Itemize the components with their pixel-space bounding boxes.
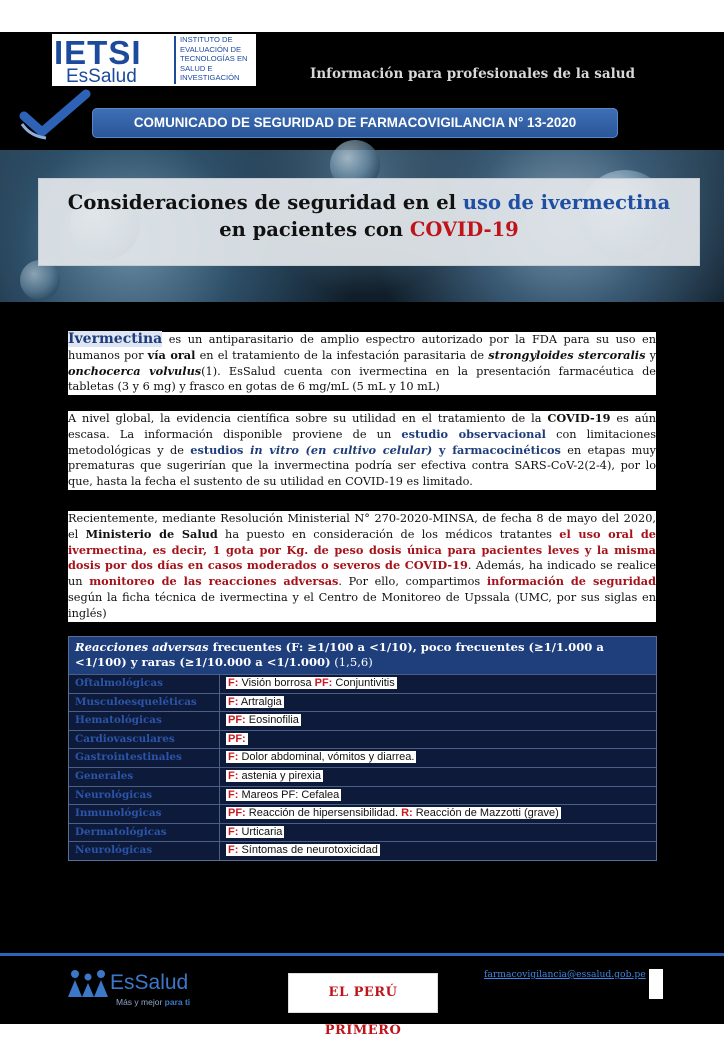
row-value <box>220 842 380 860</box>
table-row <box>69 767 656 786</box>
table-header <box>69 637 656 674</box>
row-category: Dermatológicas <box>69 824 220 842</box>
row-value <box>220 824 284 842</box>
frequency-code: F: <box>228 788 239 801</box>
bold-text: estudio observacional <box>401 426 546 441</box>
bold-text: estudios <box>190 442 251 457</box>
family-icon <box>66 969 110 999</box>
value-chip <box>226 826 284 838</box>
text: ha puesto en consideración de los médicos tratantes <box>217 527 560 541</box>
header-text: frecuentes (F: ≥1/100 a <1/10), poco frecuentes (≥1/1.000 a <1/100) y raras (≥1/10.000 a <1/1.000) <box>75 640 604 669</box>
tagline-bold: para ti <box>164 997 191 1007</box>
text: con limitaciones metodológicas y de <box>68 427 656 457</box>
reaction-text: Conjuntivitis <box>332 677 395 689</box>
frequency-code: F: <box>228 844 239 857</box>
essalud-logo <box>66 967 206 1009</box>
bold-italic-text: in vitro (en cultivo celular) <box>250 442 433 457</box>
title-highlight: COVID-19 <box>409 218 519 241</box>
document-page <box>0 32 724 1038</box>
text: . Por ello, compartimos <box>338 575 487 589</box>
red-bold-text: información de seguridad <box>486 574 656 589</box>
text: es un antiparasitario de amplio espectro autorizado por la FDA para su uso en humanos por <box>68 333 656 362</box>
row-value <box>220 805 561 823</box>
value-chip <box>226 844 380 856</box>
value-chip <box>226 789 341 801</box>
table-row <box>69 711 656 730</box>
frequency-code: R: <box>401 807 413 820</box>
row-value <box>220 675 397 693</box>
footer-essalud-text: EsSalud <box>110 971 189 994</box>
frequency-code: PF: <box>228 807 246 820</box>
value-chip <box>226 807 561 819</box>
institute-line: SALUD E <box>180 63 213 73</box>
logo-divider <box>174 36 176 84</box>
header-reference: (1,5,6) <box>330 655 373 669</box>
reaction-text: Reacción de Mazzotti (grave) <box>412 807 559 820</box>
text: es aún escasa. La información disponible proviene de un <box>68 412 656 441</box>
reaction-text: Visión borrosa <box>238 677 315 689</box>
reaction-text: astenia y pirexia <box>238 769 321 782</box>
page-title-line-1 <box>39 191 699 214</box>
value-chip <box>226 733 248 745</box>
row-category: Generales <box>69 768 220 786</box>
row-category: Hematológicas <box>69 712 220 730</box>
peru-primero-text: EL PERÚ PRIMERO <box>324 985 402 1038</box>
row-value <box>220 712 301 730</box>
reaction-text: Dolor abdominal, vómitos y diarrea. <box>238 751 415 764</box>
red-bold-text: monitoreo de las reacciones adversas <box>89 574 339 589</box>
page-title-line-2 <box>39 218 699 241</box>
frequency-code: PF: <box>314 677 333 689</box>
text: y <box>645 348 656 362</box>
table-row <box>69 841 656 860</box>
species-name: onchocerca volvulus <box>68 363 202 378</box>
contact-email-link[interactable]: farmacovigilancia@essalud.gob.pe <box>484 969 646 980</box>
paragraph-ivermectina <box>68 332 656 395</box>
title-box <box>38 178 700 266</box>
red-bold-text: , es decir, 1 gota por Kg. de peso dosis única para pacientes leves y la misma dosis por dos días en casos moderados o severos de COVID-19 <box>68 542 656 573</box>
table-row <box>69 786 656 805</box>
row-category: Musculoesqueléticas <box>69 694 220 712</box>
table-row <box>69 804 656 823</box>
header-italic: Reacciones adversas <box>75 640 209 654</box>
text: en etapas muy prematuras que sugerirían que la invermectina podría ser efectiva contra SARS-CoV-2(2-4), por lo que, hasta la fecha el sustento de su utilidad en COVID-19 es limitado. <box>68 443 657 489</box>
tagline-text: Más y mejor <box>116 997 165 1007</box>
frequency-code: F: <box>228 769 239 782</box>
ietsi-logo <box>52 34 256 86</box>
table-row <box>69 748 656 767</box>
institute-line: TECNOLOGÍAS EN <box>180 54 248 64</box>
table-row <box>69 674 656 693</box>
row-value <box>220 768 323 786</box>
institute-name <box>180 35 256 83</box>
logo-ietsi-text: IETSI <box>54 34 142 71</box>
peru-primero-logo <box>288 973 438 1038</box>
text: Recientemente, mediante Resolución Ministerial N° 270-2020-MINSA, de fecha 8 de mayo del 2020, el <box>68 512 656 541</box>
virus-illustration <box>20 260 60 300</box>
reaction-text: Artralgia <box>238 695 282 708</box>
frequency-code: PF: <box>228 732 246 745</box>
table-row <box>69 693 656 712</box>
logo-essalud-text: EsSalud <box>66 66 137 87</box>
title-text: Consideraciones de seguridad en el <box>67 191 463 214</box>
value-chip <box>226 751 416 763</box>
reaction-text: Mareos PF: Cefalea <box>238 788 340 801</box>
frequency-code: F: <box>228 677 239 689</box>
row-value <box>220 694 284 712</box>
frequency-code: F: <box>228 695 239 708</box>
institute-line: INSTITUTO DE <box>180 35 233 44</box>
paragraph-resolution <box>68 511 656 622</box>
title-highlight: uso de ivermectina <box>462 191 671 214</box>
row-category: Oftalmológicas <box>69 675 220 693</box>
value-chip <box>226 770 323 782</box>
checkmark-icon <box>20 90 90 140</box>
row-category: Gastrointestinales <box>69 749 220 767</box>
row-category: Neurológicas <box>69 842 220 860</box>
text: (1). EsSalud cuenta con ivermectina en la presentación farmacéutica de tabletas (3 y 6 mg) y frasco en gotas de 6 mg/mL (5 mL y 10 mL) <box>68 364 656 394</box>
text: según la ficha técnica de ivermectina y el Centro de Monitoreo de Upssala (UMC, por sus siglas en inglés) <box>68 590 656 620</box>
reaction-text: Reacción de hipersensibilidad. <box>245 807 402 820</box>
table-row <box>69 730 656 749</box>
text: A nivel global, la evidencia científica sobre su utilidad en el tratamiento de la <box>68 412 548 425</box>
keyword: Ivermectina <box>68 331 163 347</box>
row-category: Inmunológicas <box>69 805 220 823</box>
species-name: strongyloides stercoralis <box>488 347 646 362</box>
reaction-text: Urticaria <box>238 825 283 838</box>
frequency-code: PF: <box>228 714 246 727</box>
footer-tagline <box>116 997 190 1007</box>
bold-text: farmacocinéticos <box>452 442 561 457</box>
value-chip <box>226 714 301 726</box>
row-value <box>220 731 248 749</box>
row-category: Neurológicas <box>69 787 220 805</box>
value-chip <box>226 696 284 708</box>
title-text: en pacientes con <box>219 218 410 241</box>
bold-text: y <box>432 442 453 457</box>
hero-virus-image <box>0 150 724 302</box>
communique-title: COMUNICADO DE SEGURIDAD DE FARMACOVIGILANCIA N° 13-2020 <box>133 115 577 130</box>
value-chip <box>226 677 397 689</box>
footer-divider <box>0 953 724 956</box>
bold-text: COVID-19 <box>547 411 611 425</box>
row-value <box>220 787 341 805</box>
row-category: Cardiovasculares <box>69 731 220 749</box>
adverse-reactions-table <box>68 636 657 861</box>
audience-label: Información para profesionales de la salud <box>310 66 636 82</box>
bold-text: Ministerio de Salud <box>85 526 218 541</box>
red-bold-text: el uso oral de ivermectina <box>68 526 656 557</box>
institute-line: EVALUACIÓN DE <box>180 44 242 54</box>
reaction-text: Síntomas de neurotoxicidad <box>238 844 378 857</box>
reaction-text: Eosinofilia <box>245 714 299 727</box>
institute-line: INVESTIGACIÓN <box>180 73 240 83</box>
text: en el tratamiento de la infestación parasitaria de <box>195 348 489 362</box>
frequency-code: F: <box>228 751 239 764</box>
paragraph-evidence <box>68 411 656 490</box>
text: . Además, ha indicado se realice un <box>68 559 657 589</box>
row-value <box>220 749 416 767</box>
bold-text: vía oral <box>147 347 196 362</box>
qr-icon <box>649 969 663 999</box>
frequency-code: F: <box>228 825 239 838</box>
table-row <box>69 823 656 842</box>
communique-banner <box>92 108 618 138</box>
